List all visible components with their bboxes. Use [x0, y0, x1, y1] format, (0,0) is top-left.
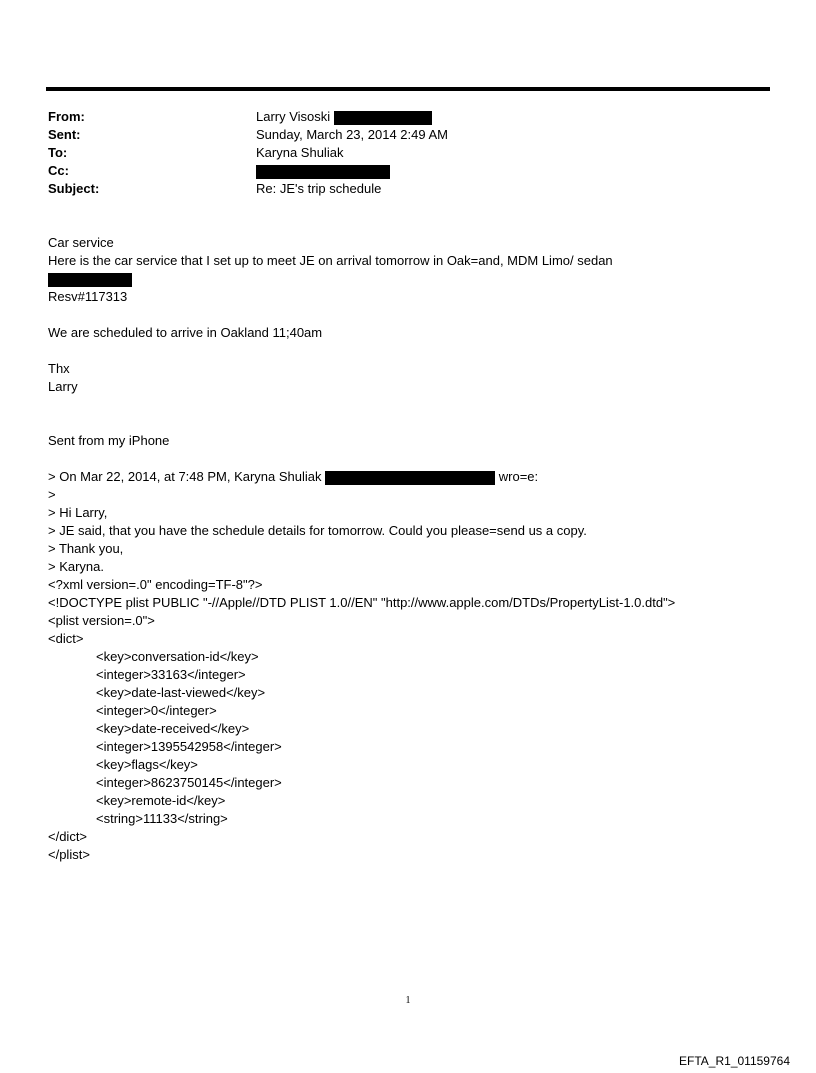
xml-line: <key>flags</key> [96, 757, 198, 772]
xml-line: <!DOCTYPE plist PUBLIC "-//Apple//DTD PLIST 1.0//EN" "http://www.apple.com/DTDs/PropertyList-1.0.dtd"> [48, 595, 676, 610]
xml-line: <key>conversation-id</key> [96, 649, 259, 664]
sent-row [48, 126, 728, 144]
header-rule [46, 87, 770, 91]
quote-line: > On Mar 22, 2014, at 7:48 PM, Karyna Shuliak wro=e: [48, 469, 539, 484]
body-line: Car service [48, 235, 114, 250]
cc-row [48, 162, 728, 180]
to-row [48, 144, 728, 162]
xml-line: <integer>33163</integer> [96, 667, 246, 682]
email-header [48, 108, 728, 198]
sent-label: Sent: [48, 127, 81, 142]
xml-line: <key>remote-id</key> [96, 793, 226, 808]
subject-label: Subject: [48, 181, 100, 196]
from-row [48, 108, 728, 126]
xml-line: <integer>8623750145</integer> [96, 775, 282, 790]
subject-value: Re: JE's trip schedule [256, 181, 382, 196]
subject-row [48, 180, 728, 198]
xml-line: </dict> [48, 829, 88, 844]
quote-line: > Thank you, [48, 541, 124, 556]
redaction-bar [325, 471, 495, 485]
body-line: Here is the car service that I set up to meet JE on arrival tomorrow in Oak=and, MDM Limo/ sedan [48, 253, 613, 268]
xml-line: <integer>0</integer> [96, 703, 217, 718]
cc-label: Cc: [48, 163, 69, 178]
to-label: To: [48, 145, 68, 160]
xml-line: <key>date-last-viewed</key> [96, 685, 266, 700]
email-body [48, 234, 778, 864]
xml-line: <plist version=.0"> [48, 613, 155, 628]
redaction-bar [334, 111, 432, 125]
xml-line: </plist> [48, 847, 90, 862]
document-id: EFTA_R1_01159764 [679, 1054, 790, 1068]
page-number: 1 [405, 995, 411, 1006]
body-line: We are scheduled to arrive in Oakland 11;40am [48, 325, 323, 340]
xml-line: <string>11133</string> [96, 811, 228, 826]
xml-line: <dict> [48, 631, 84, 646]
redaction-bar [256, 165, 390, 179]
redaction-bar [48, 273, 132, 287]
body-line: Larry [48, 379, 78, 394]
quote-line: > Karyna. [48, 559, 105, 574]
sent-value: Sunday, March 23, 2014 2:49 AM [256, 127, 448, 142]
body-line: Thx [48, 361, 70, 376]
quote-line: > [48, 487, 56, 502]
signature-line: Sent from my iPhone [48, 433, 170, 448]
quote-line: > JE said, that you have the schedule details for tomorrow. Could you please=send us a copy. [48, 523, 587, 538]
quote-line: > Hi Larry, [48, 505, 108, 520]
xml-line: <integer>1395542958</integer> [96, 739, 282, 754]
xml-line: <?xml version=.0" encoding=TF-8"?> [48, 577, 263, 592]
from-label: From: [48, 109, 85, 124]
body-line: Resv#117313 [48, 289, 128, 304]
from-value: Larry Visoski [256, 109, 331, 124]
xml-line: <key>date-received</key> [96, 721, 250, 736]
to-value: Karyna Shuliak [256, 145, 344, 160]
